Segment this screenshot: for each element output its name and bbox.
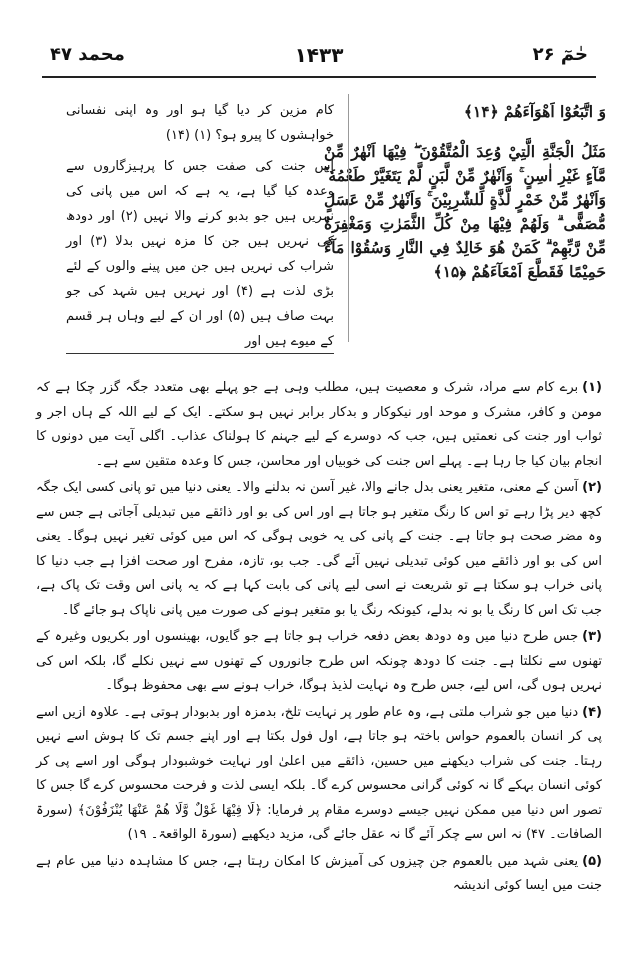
- header-surah-label: محمد ۴۷: [50, 44, 125, 65]
- footnote-2: [36, 476, 602, 623]
- arabic-verses-column: [324, 100, 606, 300]
- footnote-number: (۴): [582, 704, 602, 720]
- header-rule: [42, 76, 596, 78]
- footnote-number: (۵): [582, 853, 602, 869]
- footnote-5: [36, 850, 602, 899]
- header-juz-label: حٰمٓ ۲۶: [532, 44, 588, 65]
- footnote-text: آسن کے معنی، متغیر یعنی بدل جانے والا، غیر آسن نہ بدلنے والا۔ یعنی دنیا میں تو پانی کسی ایک جگہ کچھ دیر پڑا رہے تو اس کا رنگ متغیر ہو جاتا ہے اور اس کی بو اور ذائقے میں تبدیلی آجاتی ہے جس سے وہ مضر صحت ہو جاتا ہے۔ جنت کے پانی کی یہ خوبی ہوگی کہ اس میں کوئی تغیر نہیں ہوگا۔ یعنی اس کی بو اور ذائقے میں کوئی تبدیلی نہیں آئے گی۔ جب بو، تازہ، مفرح اور صحت افزا ہے جب دنیا کا پانی خراب ہو سکتا ہے تو شریعت نے اسی لیے پانی کی بابت کہا ہے کہ یہ پانی اس وقت تک پاک ہے، جب تک اس کا رنگ یا بو نہ بدلے، کیونکہ رنگ یا بو متغیر ہونے کی صورت میں پانی ناپاک ہو جائے گا۔: [36, 480, 602, 618]
- translation-verse-15: اس جنت کی صفت جس کا پرہیزگاروں سے وعدہ کیا گیا ہے، یہ ہے کہ اس میں پانی کی نہریں ہیں جو بدبو کرنے والا نہیں (۲) اور دودھ کی نہریں ہیں جن کا مزہ نہیں بدلا (۳) اور شراب کی نہریں ہیں جن میں پینے والوں کے لئے بڑی لذت ہے (۴) اور نہریں ہیں شہد کی جو بہت صاف ہیں (۵) اور ان کے لیے وہاں ہر قسم کے میوے ہیں اور: [66, 159, 335, 349]
- footnotes: [36, 376, 602, 901]
- footnote-text: یعنی شہد میں بالعموم جن چیزوں کی آمیزش کا امکان رہتا ہے، جس کا مشاہدہ دنیا میں عام ہے جنت میں ایسا کوئی اندیشہ: [36, 853, 602, 893]
- urdu-translation-column: [66, 98, 334, 360]
- arabic-verse-14-end: وَ اتَّبَعُوْا اَهْوَآءَهُمْ ﴿۱۴﴾: [463, 102, 606, 121]
- footnote-3: [36, 625, 602, 699]
- footnote-number: (۳): [582, 629, 602, 644]
- footnote-number: (۲): [582, 480, 602, 495]
- column-divider: [348, 94, 349, 342]
- footnote-separator: [66, 353, 334, 354]
- footnote-number: (۱): [582, 380, 602, 395]
- footnote-1: [36, 376, 602, 474]
- footnote-text: برے کام سے مراد، شرک و معصیت ہیں، مطلب وہی ہے جو پہلے بھی متعدد جگہ گزر چکا ہے کہ مومن و کافر، مشرک و موحد اور نیکوکار و بدکار برابر نہیں ہو سکتے۔ ایک کے لیے اللہ کے ہاں اجر و ثواب اور جنت کی نعمتیں ہیں، جب کہ دوسرے کے لیے جہنم کا ہولناک عذاب۔ اگلی آیت میں دونوں کا انجام بیان کیا جا رہا ہے۔ پہلے اس جنت کی خوبیاں اور محاسن، جس کا وعدہ متقین سے ہے۔: [36, 380, 602, 469]
- translation-verse-14-end: کام مزین کر دیا گیا ہو اور وہ اپنی نفسانی خواہشوں کا پیرو ہو؟ (۱) (۱۴): [66, 103, 334, 143]
- running-header: [38, 40, 600, 74]
- footnote-4: [36, 701, 602, 848]
- footnote-text: جس طرح دنیا میں وہ دودھ بعض دفعہ خراب ہو جاتا ہے جو گایوں، بھینسوں اور بکریوں وغیرہ کے تھنوں سے نکلتا ہے۔ جنت کا دودھ چونکہ اس طرح جانوروں کے تھنوں سے نہیں نکلے گا، بلکہ اس کی نہریں ہوں گی، اس لیے، جس طرح وہ نہایت لذیذ ہوگا، خراب ہونے سے بھی محفوظ ہوگا۔: [36, 629, 602, 693]
- page-number: ۱۴۳۳: [294, 43, 344, 67]
- arabic-verse-15: مَثَلُ الْجَنَّةِ الَّتِيْ وُعِدَ الْمُتَّقُوْنَ ۖ فِيْهَا اَنْهٰرٌ مِّنْ مَّآءٍ غَيْرِ اٰسِنٍ ۚ وَاَنْهٰرٌ مِّنْ لَّبَنٍ لَّمْ يَتَغَيَّرْ طَعْمُهٗ ۚ وَاَنْهٰرٌ مِّنْ خَمْرٍ لَّذَّةٍ لِّلشّٰرِبِيْنَ ۚ وَاَنْهٰرٌ مِّنْ عَسَلٍ مُّصَفًّى ۗ وَلَهُمْ فِيْهَا مِنْ كُلِّ الثَّمَرٰتِ وَمَغْفِرَةٌ مِّنْ رَّبِّهِمْ ۗ كَمَنْ هُوَ خَالِدٌ فِي النَّارِ وَسُقُوْا مَآءً حَمِيْمًا فَقَطَّعَ اَمْعَآءَهُمْ ﴿۱۵﴾: [324, 142, 606, 281]
- footnote-text: دنیا میں جو شراب ملتی ہے، وہ عام طور پر نہایت تلخ، بدمزہ اور بدبودار ہوتی ہے۔ علاوہ ازیں اسے پی کر انسان بالعموم حواس باختہ ہو جاتا ہے، اول فول بکتا ہے اور اپنے جسم تک کا ہوش اسے نہیں رہتا۔ جنت کی شراب دیکھنے میں حسین، ذائقے میں اعلیٰ اور نہایت خوشبودار ہوگی اور اسے پی کر کوئی انسان بہکے گا نہ کوئی گرانی محسوس کرے گا۔ بلکہ ایسی لذت و فرحت محسوس کرے گا جس کا تصور اس دنیا میں ممکن نہیں جیسے دوسرے مقام پر فرمایا: ﴿لَا فِيْهَا غَوْلٌ وَّلَا هُمْ عَنْهَا يُنْزَفُوْنَ﴾ (سورۃ الصافات۔ ۴۷) نہ اس سے چکر آئے گا نہ عقل جائے گی، مزید دیکھیے (سورۃ الواقعۃ۔ ۱۹): [36, 704, 602, 842]
